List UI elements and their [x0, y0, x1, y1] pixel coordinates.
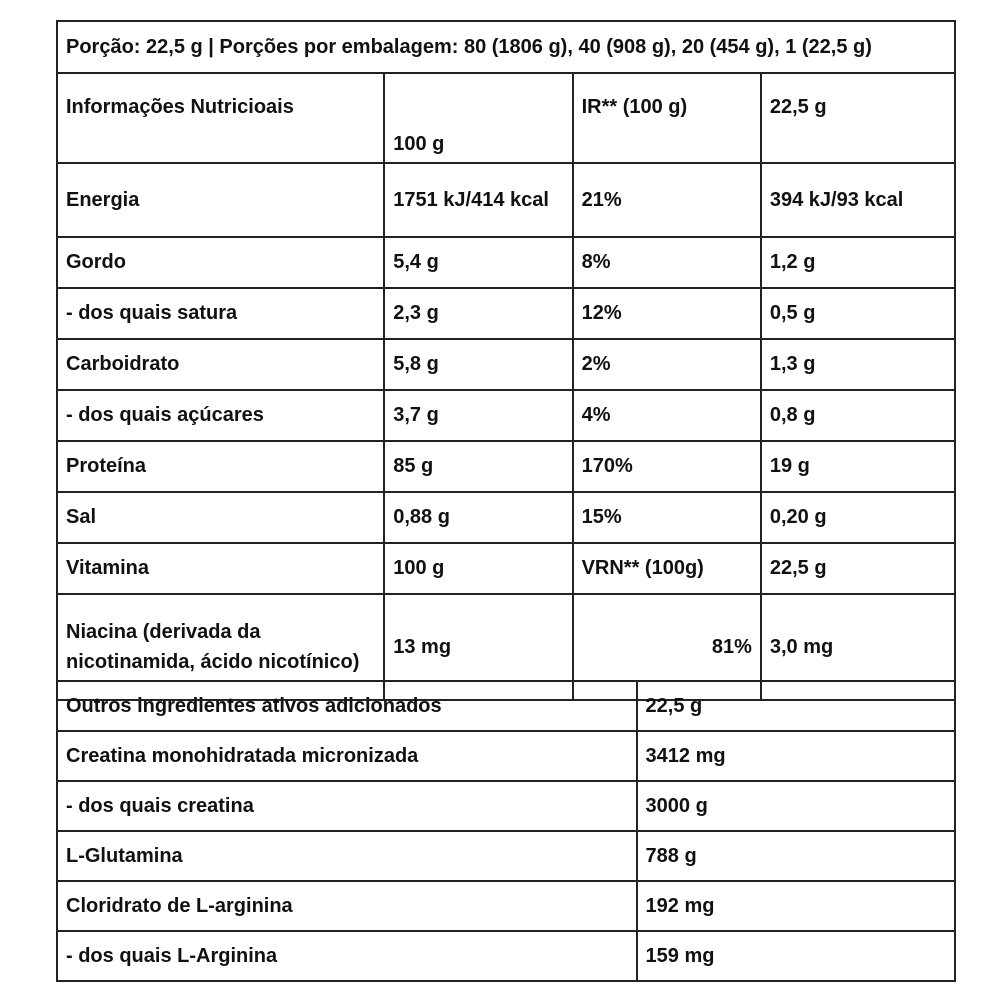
other-header-label: Outros ingredientes ativos adicionados: [57, 681, 637, 731]
value-portion: 0,8 g: [761, 390, 955, 441]
table-row: [57, 339, 955, 390]
value-ir: 4%: [573, 390, 761, 441]
ingredient-name: L-Glutamina: [57, 831, 637, 881]
portion-row: [57, 21, 955, 73]
value-portion: 394 kJ/93 kcal: [761, 163, 955, 237]
nutrient-name: Carboidrato: [57, 339, 384, 390]
value-100g: 0,88 g: [384, 492, 572, 543]
nutrient-name: Niacina (derivada da nicotinamida, ácido nicotínico): [57, 594, 384, 700]
nutrient-name: Sal: [57, 492, 384, 543]
nutrient-name: - dos quais açúcares: [57, 390, 384, 441]
nutrient-name: Energia: [57, 163, 384, 237]
table-row: [57, 931, 955, 981]
table-row: [57, 881, 955, 931]
value-portion: 22,5 g: [761, 543, 955, 594]
ingredient-name: Creatina monohidratada micronizada: [57, 731, 637, 781]
value-100g: 2,3 g: [384, 288, 572, 339]
nutrient-name: - dos quais satura: [57, 288, 384, 339]
value-100g: 3,7 g: [384, 390, 572, 441]
nutrient-name: Proteína: [57, 441, 384, 492]
other-header-row: [57, 681, 955, 731]
value-100g: 1751 kJ/414 kcal: [384, 163, 572, 237]
value-portion: 1,2 g: [761, 237, 955, 288]
header-label: Informações Nutricioais: [57, 73, 384, 163]
value-portion: 19 g: [761, 441, 955, 492]
value-ir: 15%: [573, 492, 761, 543]
value-100g: 100 g: [384, 543, 572, 594]
header-per-100g: 100 g: [384, 73, 572, 163]
value-ir: 8%: [573, 237, 761, 288]
value-portion: 0,5 g: [761, 288, 955, 339]
value-100g: 85 g: [384, 441, 572, 492]
value-100g: 5,8 g: [384, 339, 572, 390]
value-100g: 13 mg: [384, 594, 572, 700]
table-row: [57, 237, 955, 288]
table-row: [57, 831, 955, 881]
value-100g: 5,4 g: [384, 237, 572, 288]
value-ir: VRN** (100g): [573, 543, 761, 594]
ingredient-amount: 159 mg: [637, 931, 955, 981]
value-ir: 81%: [573, 594, 761, 700]
other-ingredients-table: [56, 680, 956, 982]
header-per-portion: 22,5 g: [761, 73, 955, 163]
table-row: [57, 492, 955, 543]
header-ir: IR** (100 g): [573, 73, 761, 163]
value-portion: 0,20 g: [761, 492, 955, 543]
value-ir: 2%: [573, 339, 761, 390]
ingredient-name: Cloridrato de L-arginina: [57, 881, 637, 931]
value-portion: 1,3 g: [761, 339, 955, 390]
table-row: [57, 543, 955, 594]
value-portion: 3,0 mg: [761, 594, 955, 700]
portion-info: Porção: 22,5 g | Porções por embalagem: 80 (1806 g), 40 (908 g), 20 (454 g), 1 (22,5 g): [57, 21, 955, 73]
nutrient-name: Gordo: [57, 237, 384, 288]
other-header-portion: 22,5 g: [637, 681, 955, 731]
table-row: [57, 390, 955, 441]
table-row: [57, 441, 955, 492]
nutrition-header-row: [57, 73, 955, 163]
ingredient-name: - dos quais L-Arginina: [57, 931, 637, 981]
table-row: [57, 781, 955, 831]
value-ir: 170%: [573, 441, 761, 492]
ingredient-amount: 3000 g: [637, 781, 955, 831]
ingredient-amount: 3412 mg: [637, 731, 955, 781]
nutrition-table: [56, 20, 956, 701]
ingredient-amount: 788 g: [637, 831, 955, 881]
nutrient-name: Vitamina: [57, 543, 384, 594]
table-row: [57, 731, 955, 781]
ingredient-amount: 192 mg: [637, 881, 955, 931]
table-row: [57, 288, 955, 339]
table-row: [57, 163, 955, 237]
value-ir: 12%: [573, 288, 761, 339]
ingredient-name: - dos quais creatina: [57, 781, 637, 831]
value-ir: 21%: [573, 163, 761, 237]
